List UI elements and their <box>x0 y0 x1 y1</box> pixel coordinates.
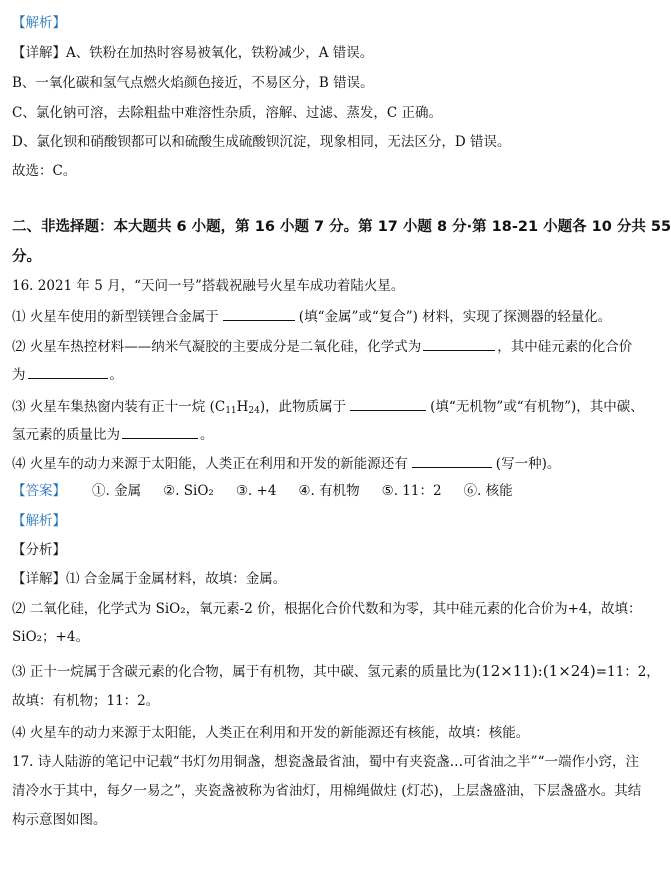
q17-line1: 17. 诗人陆游的笔记中记载“书灯勿用铜盏，想瓷盏最省油，蜀中有夹瓷盏…可省油之半”“一端作小窍，注 <box>12 754 639 770</box>
q16-part3-text-e: 。 <box>200 427 214 443</box>
answer-label: 【答案】 <box>12 483 66 499</box>
q15-option-a-detail <box>12 44 628 62</box>
q16-blank-6[interactable] <box>412 453 492 468</box>
q16-blank-3[interactable] <box>28 364 108 379</box>
q16-part3-text-b: )，此物质属于 <box>259 399 347 415</box>
fenxi-label: 【分析】 <box>12 542 66 558</box>
q16-part3-text-d: 氢元素的质量比为 <box>12 427 120 443</box>
q17-line2: 清冷水于其中，每夕一易之”，夹瓷盏被称为省油灯，用棉绳做炷 (灯芯)，上层盏盛油，下层盏盛水。其结 <box>12 783 642 799</box>
q15-option-c-text: C、氯化钠可溶，去除粗盐中难溶性杂质，溶解、过滤、蒸发，C 正确。 <box>12 105 442 121</box>
analysis-label: 【解析】 <box>12 15 66 31</box>
q16-part2-text-a: ⑵ 火星车热控材料——纳米气凝胶的主要成分是二氧化硅，化学式为 <box>12 339 422 355</box>
q16-part1-text-a: ⑴ 火星车使用的新型镁锂合金属于 <box>12 309 219 325</box>
q16-answer-row <box>12 482 628 500</box>
q16-stem: 16. 2021 年 5 月，“天问一号”搭载祝融号火星车成功着陆火星。 <box>12 278 405 294</box>
q16-blank-5[interactable] <box>122 424 198 439</box>
q15-conclusion: 故选：C。 <box>12 163 77 179</box>
q16-formula-sub-c: 11 <box>225 406 237 416</box>
detail-label: 【详解】 <box>12 45 66 61</box>
answer-item-3: ③. +4 <box>235 483 277 499</box>
q15-option-d-text: D、氯化钡和硝酸钡都可以和硫酸生成硫酸钡沉淀，现象相同，无法区分，D 错误。 <box>12 134 511 150</box>
q16-detail-2a: ⑵ 二氧化硅，化学式为 SiO₂，氧元素-2 价，根据化合价代数和为零，其中硅元素的化合价为+4，故填： <box>12 601 642 617</box>
q16-part1 <box>12 306 628 326</box>
q16-blank-4[interactable] <box>350 396 426 411</box>
q16-detail-3-text: ⑶ 正十一烷属于含碳元素的化合物，属于有机物，其中碳、氢元素的质量比为 <box>12 664 476 680</box>
q17-line3: 构示意图如图。 <box>12 812 107 828</box>
q16-part2-text-b: ，其中硅元素的化合价 <box>497 339 633 355</box>
q15-option-a-text: A、铁粉在加热时容易被氧化，铁粉减少，A 错误。 <box>66 45 374 61</box>
q16-part2-cont <box>12 364 628 384</box>
q16-part4 <box>12 453 628 473</box>
section2-heading-line2: 分。 <box>12 249 41 265</box>
q16-part2-text-c: 为 <box>12 367 26 383</box>
section2-heading-line1: 二、非选择题：本大题共 6 小题，第 16 小题 7 分。第 17 小题 8 分·第 18-21 小题各 10 分共 55 <box>12 219 671 235</box>
q16-part3-cont <box>12 424 628 444</box>
answer-item-5: ⑤. 11：2 <box>381 483 442 499</box>
q16-part3-text-c: (填“无机物”或“有机物”)，其中碳、 <box>430 399 644 415</box>
q16-detail-3c: 故填：有机物；11：2。 <box>12 693 160 709</box>
q16-blank-2[interactable] <box>423 336 495 351</box>
q16-detail-2b: SiO₂；+4。 <box>12 629 89 645</box>
q16-part1-text-b: (填“金属”或“复合”) 材料，实现了探测器的轻量化。 <box>298 309 612 325</box>
q16-formula-sub-h: 24 <box>248 406 260 416</box>
q16-detail-3-result: =11：2， <box>595 664 660 680</box>
q15-option-b-text: B、一氧化碳和氢气点燃火焰颜色接近，不易区分，B 错误。 <box>12 75 374 91</box>
q16-part4-text-a: ⑷ 火星车的动力来源于太阳能，人类正在利用和开发的新能源还有 <box>12 456 408 472</box>
q16-detail-1: 【详解】⑴ 合金属于金属材料，故填：金属。 <box>12 571 287 587</box>
q16-part4-text-b: (写一种)。 <box>495 456 561 472</box>
q16-detail-4: ⑷ 火星车的动力来源于太阳能，人类正在利用和开发的新能源还有核能，故填：核能。 <box>12 725 530 741</box>
answer-item-2: ②. SiO₂ <box>163 483 214 499</box>
answer-item-6: ⑥. 核能 <box>463 483 513 499</box>
q16-blank-1[interactable] <box>223 306 295 321</box>
q16-formula-h: H <box>236 399 249 415</box>
q16-part2-text-d: 。 <box>109 367 123 383</box>
q16-part3-text-a: ⑶ 火星车集热窗内装有正十一烷 (C <box>12 399 226 415</box>
q16-part2 <box>12 336 633 356</box>
q16-part3 <box>12 396 644 420</box>
q16-detail-3-formula: (12×11):(1×24) <box>475 662 596 680</box>
answer-item-4: ④. 有机物 <box>298 483 360 499</box>
answer-item-1: ①. 金属 <box>92 483 142 499</box>
q16-detail-3a <box>12 662 660 681</box>
analysis-label-2: 【解析】 <box>12 513 66 529</box>
